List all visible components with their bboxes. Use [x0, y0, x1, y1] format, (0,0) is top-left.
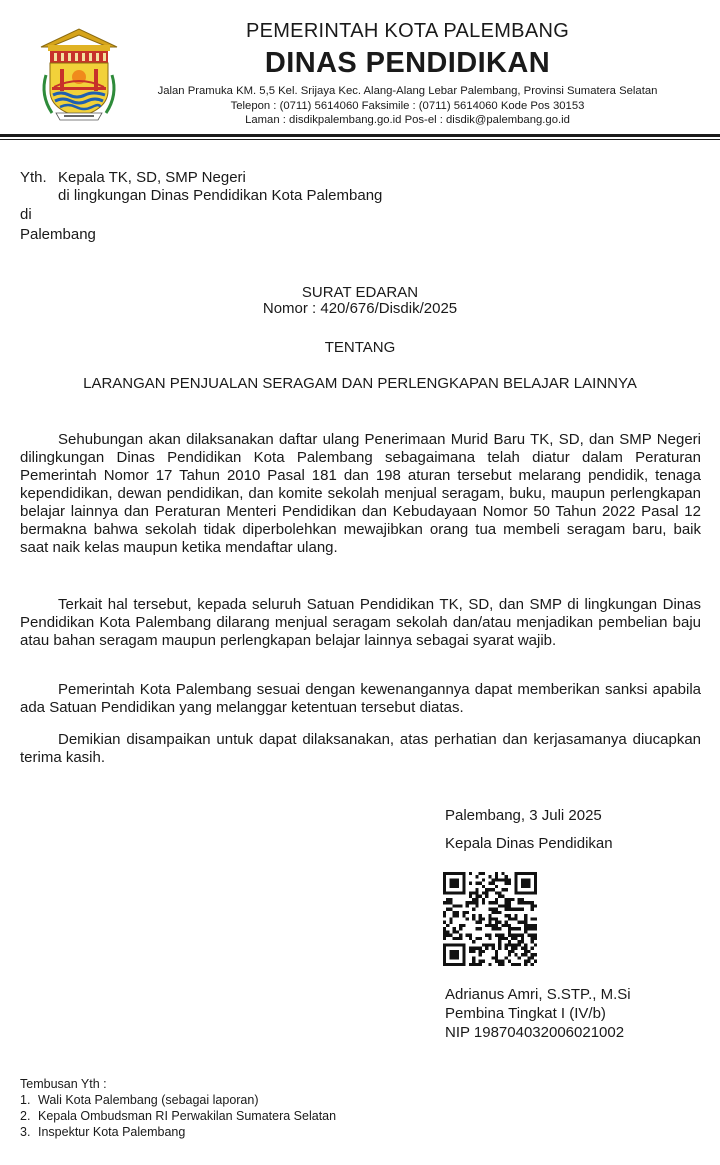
cc-item-text: Kepala Ombudsman RI Perwakilan Sumatera Selatan	[38, 1109, 337, 1123]
letterhead-rule-thin	[0, 139, 720, 140]
cc-heading: Tembusan Yth :	[20, 1077, 107, 1091]
qr-code-icon	[443, 872, 537, 966]
letter-subject: LARANGAN PENJUALAN SERAGAM DAN PERLENGKAPAN BELAJAR LAINNYA	[83, 375, 637, 392]
letter-about: TENTANG	[324, 339, 396, 356]
recipient-city: Palembang	[20, 226, 96, 243]
signature-position: Kepala Dinas Pendidikan	[445, 835, 613, 852]
cc-item	[20, 1108, 336, 1124]
letterhead-web: Laman : disdikpalembang.go.id Pos-el : disdik@palembang.go.id	[245, 114, 570, 126]
cc-item	[20, 1092, 259, 1108]
signature-rank: Pembina Tingkat I (IV/b)	[445, 1005, 606, 1022]
recipient-line2: di lingkungan Dinas Pendidikan Kota Palembang	[58, 187, 383, 204]
body-paragraph-3: Pemerintah Kota Palembang sesuai dengan kewenangannya dapat memberikan sanksi apabila ada Satuan Pendidikan yang melanggar ketentuan tersebut diatas.	[20, 681, 701, 716]
cc-item	[20, 1124, 185, 1140]
cc-item-number: 3.	[20, 1125, 31, 1139]
letterhead-department: DINAS PENDIDIKAN	[264, 47, 551, 79]
cc-item-text: Wali Kota Palembang (sebagai laporan)	[38, 1093, 259, 1107]
letter-heading: SURAT EDARAN	[301, 284, 419, 301]
recipient-salutation: Yth.	[20, 169, 47, 186]
signature-nip: NIP 198704032006021002	[445, 1024, 625, 1041]
letterhead-government: PEMERINTAH KOTA PALEMBANG	[245, 20, 570, 42]
letterhead-address: Jalan Pramuka KM. 5,5 Kel. Srijaya Kec. Alang-Alang Lebar Palembang, Provinsi Sumatera Selatan	[157, 85, 658, 97]
letter-number: Nomor : 420/676/Disdik/2025	[262, 300, 458, 317]
body-paragraph-1: Sehubungan akan dilaksanakan daftar ulang Penerimaan Murid Baru TK, SD, dan SMP Negeri dilingkungan Dinas Pendidikan Kota Palembang sebagaimana telah diatur dalam Peraturan Pemerintah Nomor 17 Tahun 2010 Pasal 181 dan 198 aturan tersebut melarang pendidik, tenaga kependidikan, dewan pendidikan, dan komite sekolah menjual seragam, buku, maupun perlengkapan belajar lainnya dan Peraturan Menteri Pendidikan dan Kebudayaan Nomor 50 Tahun 2022 Pasal 12 bermakna bahwa sekolah tidak diperbolehkan mewajibkan orang tua membeli seragam baru, baik saat naik kelas maupun ketika mendaftar ulang.	[20, 431, 701, 556]
signature-place-date: Palembang, 3 Juli 2025	[445, 807, 602, 824]
cc-item-number: 1.	[20, 1093, 31, 1107]
recipient-line1: Kepala TK, SD, SMP Negeri	[58, 169, 246, 186]
letterhead-rule-thick	[0, 134, 720, 137]
recipient-di: di	[20, 206, 32, 223]
cc-item-text: Inspektur Kota Palembang	[38, 1125, 186, 1139]
palembang-city-crest-icon	[38, 25, 120, 123]
letterhead-phone: Telepon : (0711) 5614060 Faksimile : (0711) 5614060 Kode Pos 30153	[230, 100, 585, 112]
body-paragraph-4: Demikian disampaikan untuk dapat dilaksanakan, atas perhatian dan kerjasamanya diucapkan terima kasih.	[20, 731, 701, 766]
body-paragraph-2: Terkait hal tersebut, kepada seluruh Satuan Pendidikan TK, SD, dan SMP di lingkungan Dinas Pendidikan Kota Palembang dilarang menjual seragam sekolah dan/atau menjadikan pembelian baju atau bahan seragam maupun perlengkapan belajar lainnya sebagai syarat wajib.	[20, 596, 701, 649]
signature-name: Adrianus Amri, S.STP., M.Si	[445, 986, 631, 1003]
cc-item-number: 2.	[20, 1109, 31, 1123]
